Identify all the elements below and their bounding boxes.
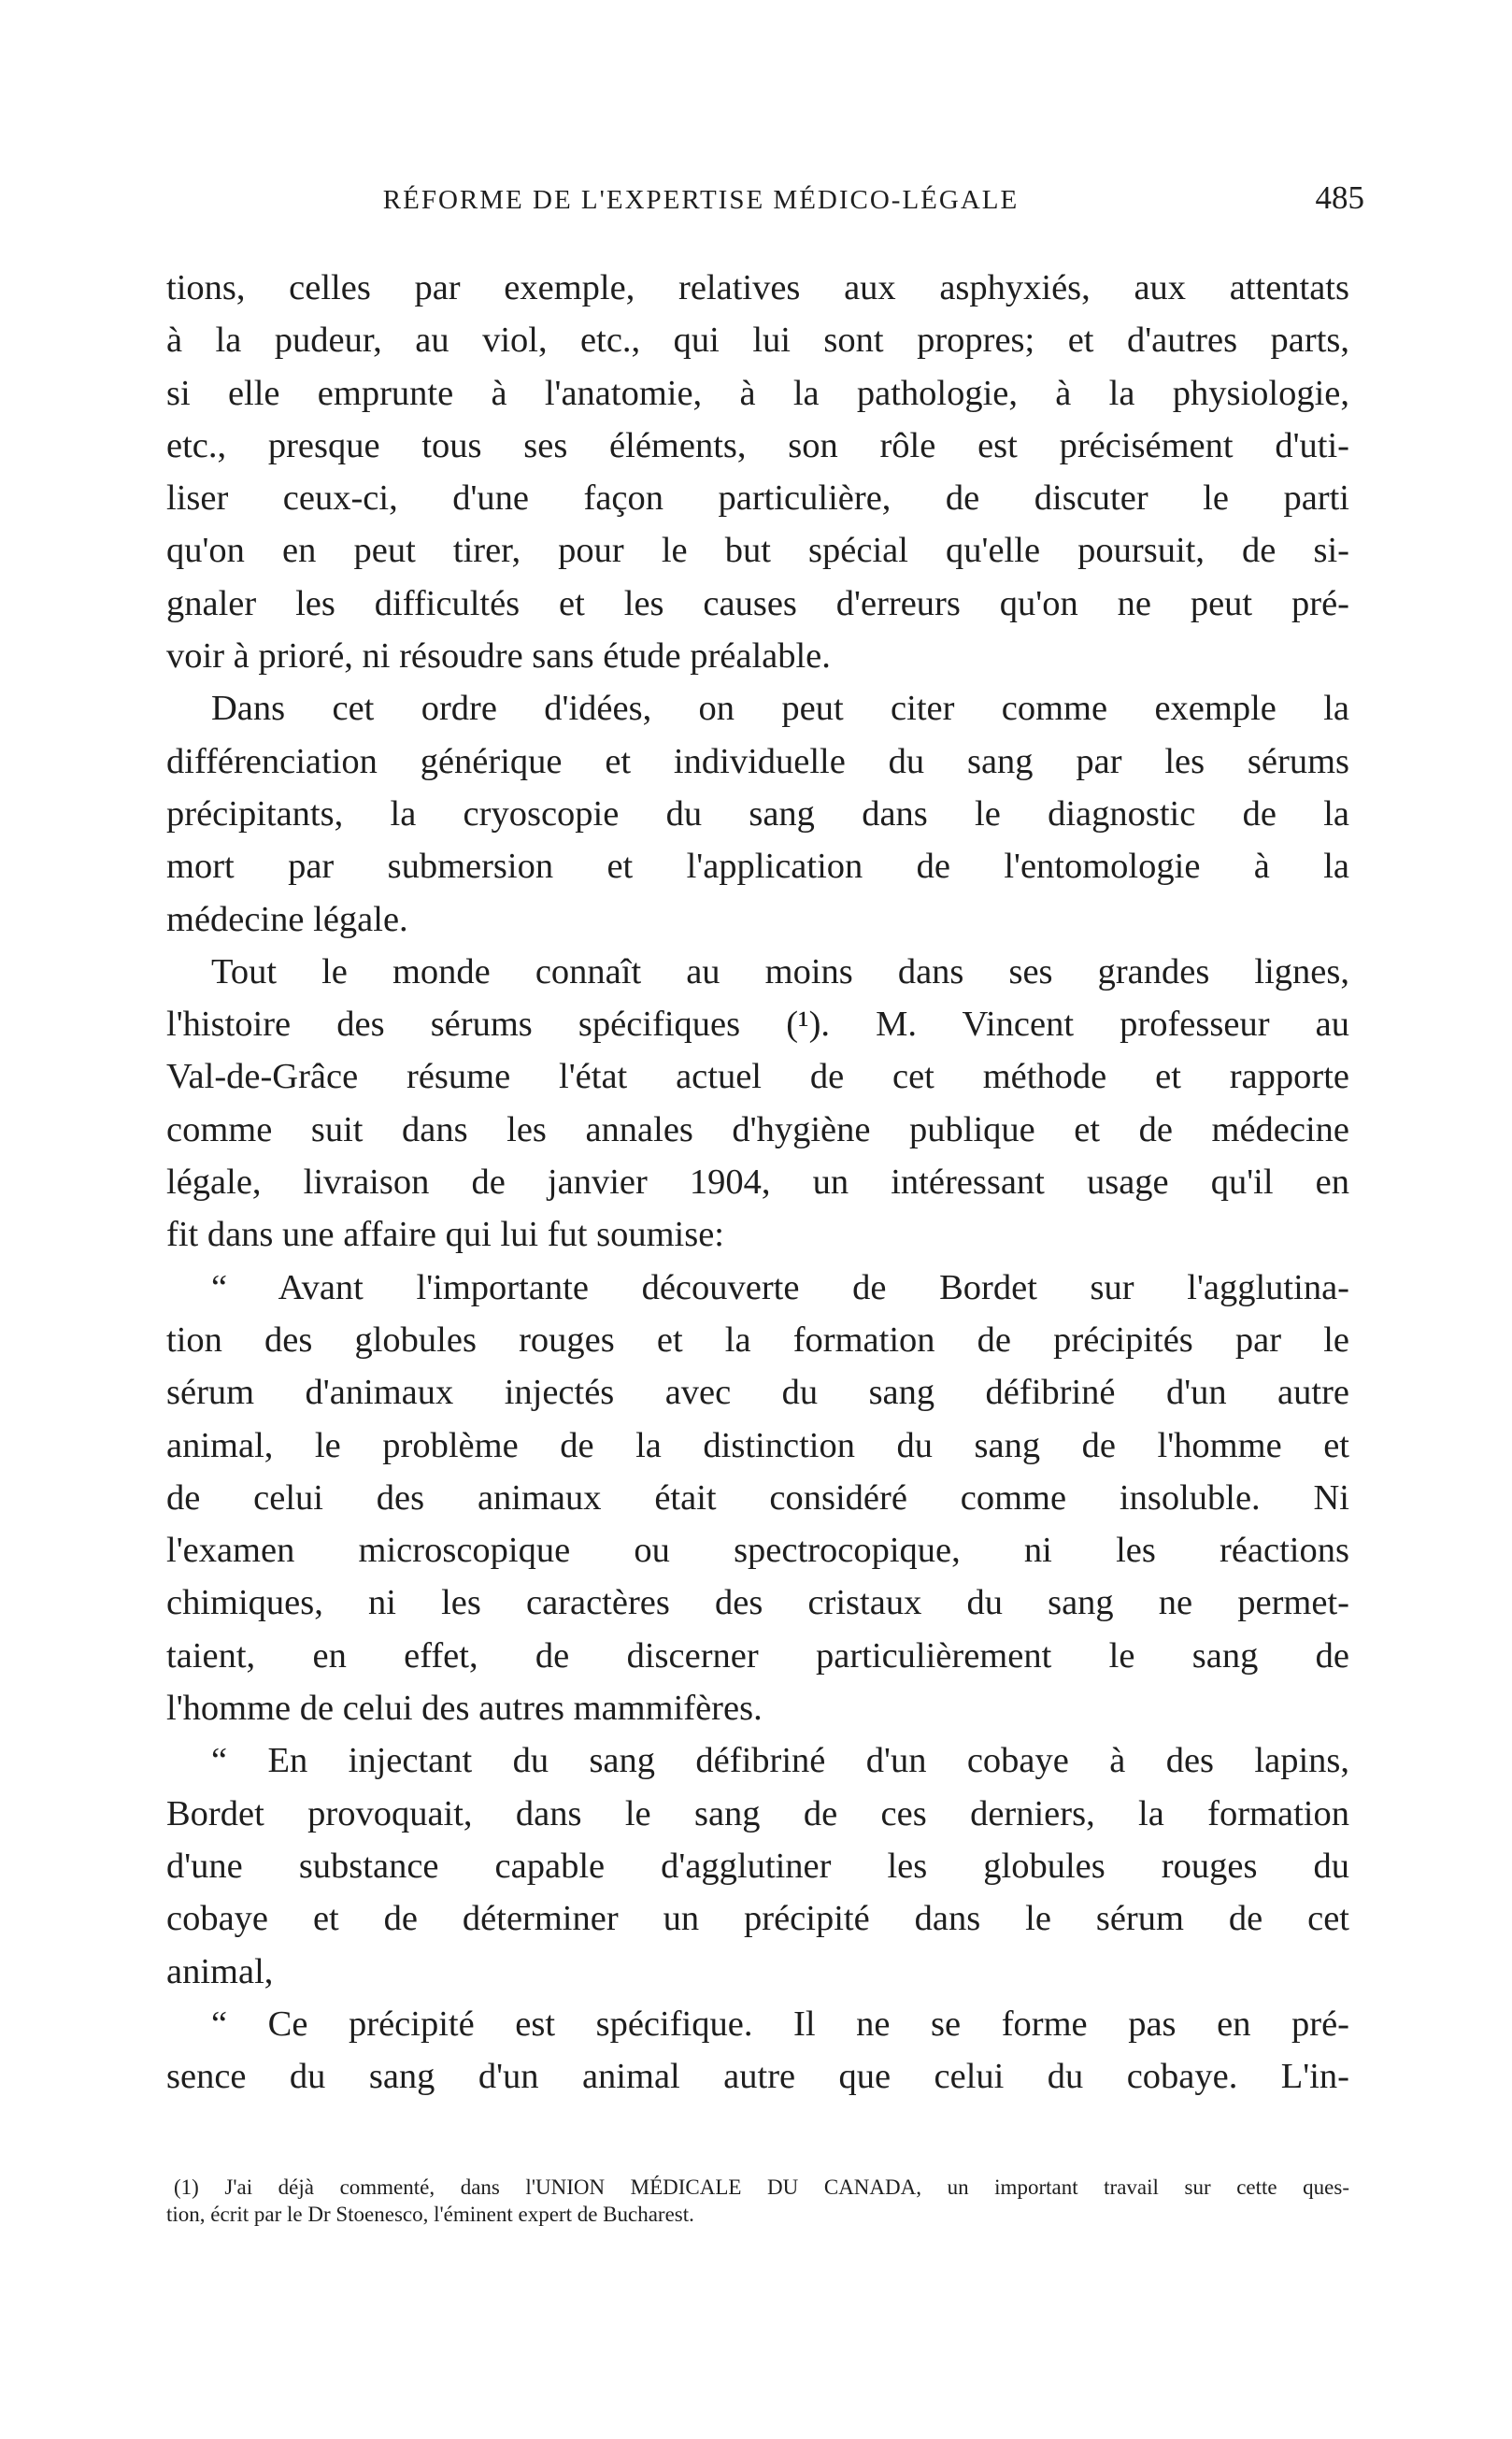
- body-line: de celui des animaux était considéré comme insoluble. Ni: [166, 1477, 1349, 1518]
- body-line: précipitants, la cryoscopie du sang dans le diagnostic de la: [166, 793, 1349, 834]
- body-line: gnaler les difficultés et les causes d'erreurs qu'on ne peut pré-: [166, 583, 1349, 623]
- body-line: d'une substance capable d'agglutiner les globules rouges du: [166, 1846, 1349, 1886]
- body-line: sérum d'animaux injectés avec du sang défibriné d'un autre: [166, 1373, 1349, 1413]
- body-line: Val-de-Grâce résume l'état actuel de cet méthode et rapporte: [166, 1057, 1349, 1097]
- body-line: animal, le problème de la distinction du sang de l'homme et: [166, 1425, 1349, 1465]
- body-line: comme suit dans les annales d'hygiène publique et de médecine: [166, 1109, 1349, 1149]
- body-line: si elle emprunte à l'anatomie, à la pathologie, à la physiologie,: [166, 373, 1349, 413]
- body-line: l'homme de celui des autres mammifères.: [166, 1689, 763, 1729]
- body-line: cobaye et de déterminer un précipité dans le sérum de cet: [166, 1899, 1349, 1939]
- body-line: différenciation générique et individuelle du sang par les sérums: [166, 741, 1349, 781]
- body-line: mort par submersion et l'application de l'entomologie à la: [166, 847, 1349, 887]
- body-line: voir à prioré, ni résoudre sans étude préalable.: [166, 636, 831, 677]
- body-line: Bordet provoquait, dans le sang de ces derniers, la formation: [166, 1793, 1349, 1833]
- body-line: médecine légale.: [166, 899, 408, 939]
- running-title: RÉFORME DE L'EXPERTISE MÉDICO-LÉGALE: [382, 185, 1020, 215]
- body-line: sence du sang d'un animal autre que celui du cobaye. L'in-: [166, 2057, 1349, 2097]
- body-line: etc., presque tous ses éléments, son rôle est précisément d'uti-: [166, 425, 1349, 465]
- footnote-line: tion, écrit par le Dr Stoenesco, l'éminent expert de Bucharest.: [166, 2203, 694, 2226]
- body-line: taient, en effet, de discerner particulièrement le sang de: [166, 1635, 1349, 1676]
- footnote-line: (1) J'ai déjà commenté, dans l'UNION MÉDICALE DU CANADA, un important travail sur cette ques-: [174, 2175, 1349, 2199]
- body-line: “ Avant l'importante découverte de Bordet sur l'agglutina-: [211, 1267, 1349, 1307]
- page-number: 485: [1315, 179, 1364, 216]
- body-line: liser ceux-ci, d'une façon particulière, de discuter le parti: [166, 478, 1349, 519]
- body-text: [166, 262, 1349, 2103]
- running-head: [168, 179, 1364, 226]
- body-line: Tout le monde connaît au moins dans ses grandes lignes,: [211, 951, 1349, 991]
- body-line: l'examen microscopique ou spectrocopique, ni les réactions: [166, 1531, 1349, 1571]
- body-line: Dans cet ordre d'idées, on peut citer comme exemple la: [211, 689, 1349, 729]
- body-line: qu'on en peut tirer, pour le but spécial qu'elle poursuit, de si-: [166, 531, 1349, 571]
- body-line: chimiques, ni les caractères des cristaux du sang ne permet-: [166, 1583, 1349, 1623]
- body-line: tion des globules rouges et la formation de précipités par le: [166, 1319, 1349, 1360]
- body-line: tions, celles par exemple, relatives aux asphyxiés, aux attentats: [166, 268, 1349, 307]
- body-line: fit dans une affaire qui lui fut soumise:: [166, 1215, 724, 1255]
- body-line: légale, livraison de janvier 1904, un intéressant usage qu'il en: [166, 1162, 1349, 1203]
- body-line: animal,: [166, 1951, 274, 1991]
- footnote: [166, 2174, 1349, 2228]
- body-line: à la pudeur, au viol, etc., qui lui sont propres; et d'autres parts,: [166, 321, 1349, 361]
- body-line: “ Ce précipité est spécifique. Il ne se forme pas en pré-: [211, 2004, 1349, 2044]
- body-line: “ En injectant du sang défibriné d'un cobaye à des lapins,: [211, 1741, 1349, 1781]
- body-line: l'histoire des sérums spécifiques (¹). M. Vincent professeur au: [166, 1005, 1349, 1045]
